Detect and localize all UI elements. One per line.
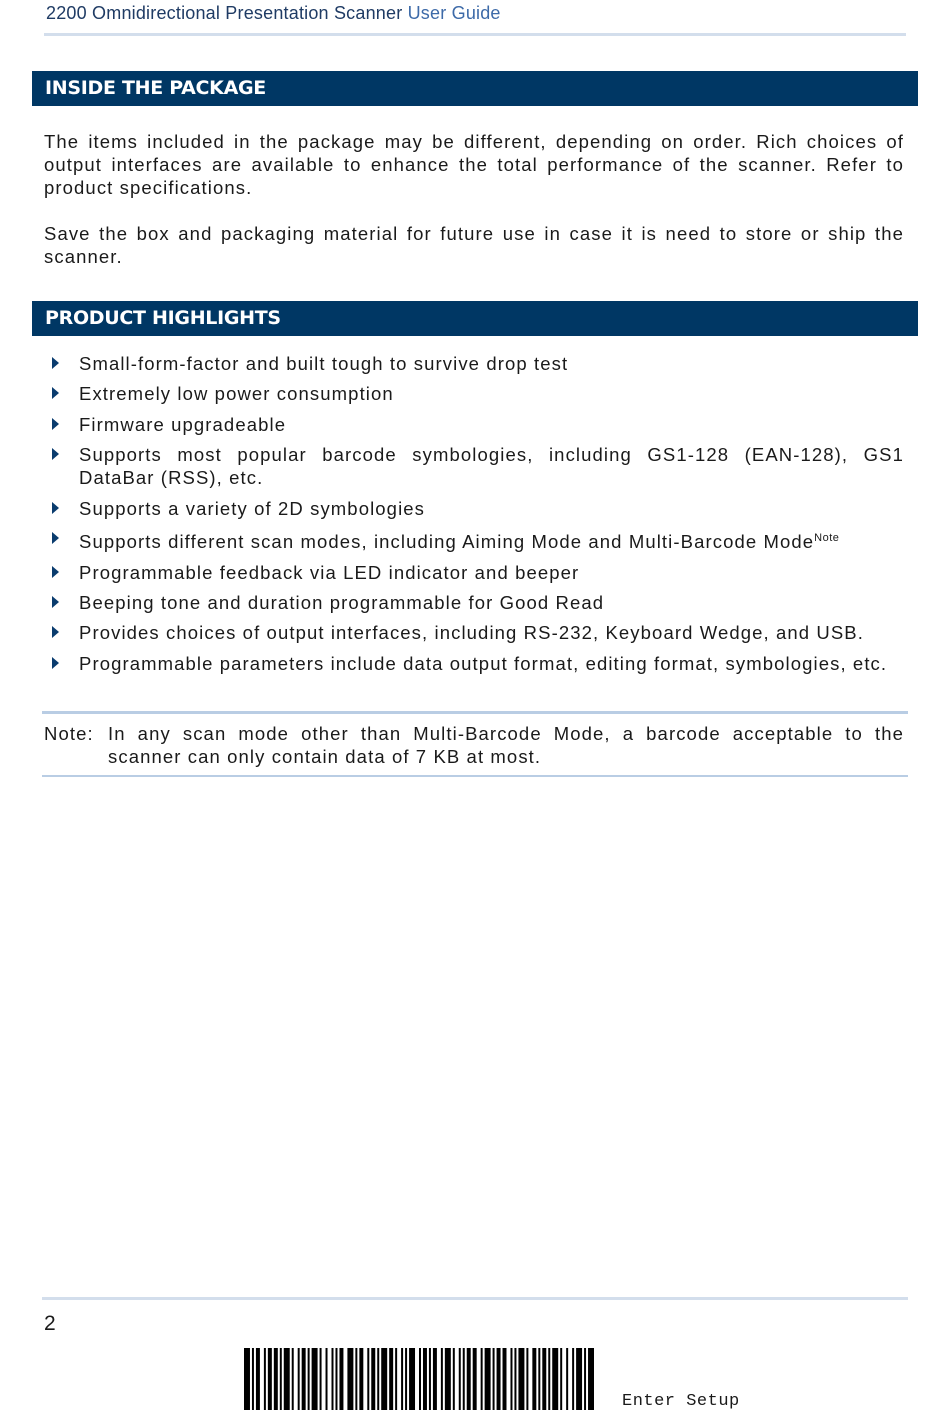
barcode-bar <box>481 1348 483 1410</box>
list-item <box>52 382 904 405</box>
package-paragraph-2: Save the box and packaging material for future use in case it is need to store or ship the scanner. <box>44 223 904 267</box>
barcode-bar <box>459 1348 461 1410</box>
barcode-bar <box>441 1348 443 1410</box>
list-item <box>52 652 904 675</box>
barcode-bar <box>401 1348 403 1410</box>
list-item <box>52 621 904 644</box>
barcode-bar <box>381 1348 387 1410</box>
barcode-bar <box>274 1348 278 1410</box>
setup-barcode <box>244 1348 596 1410</box>
caret-right-icon <box>52 626 59 638</box>
barcode-bar <box>298 1348 300 1410</box>
barcode-bar <box>526 1348 528 1410</box>
list-item-text: Provides choices of output interfaces, including RS-232, Keyboard Wedge, and USB. <box>79 622 864 644</box>
barcode-bar <box>264 1348 266 1410</box>
barcode-bar <box>312 1348 318 1410</box>
header-title: 2200 Omnidirectional Presentation Scanner <box>46 3 403 23</box>
barcode-bar <box>584 1348 586 1410</box>
barcode-bar <box>395 1348 397 1410</box>
list-item-text: Supports a variety of 2D symbologies <box>79 497 426 519</box>
barcode-bar <box>503 1348 507 1410</box>
list-item-text: Programmable feedback via LED indicator and beeper <box>79 561 580 583</box>
note-reference: Note <box>814 531 840 544</box>
barcode-bar <box>320 1348 322 1410</box>
barcode-bar <box>473 1348 477 1410</box>
barcode-bar <box>292 1348 294 1410</box>
caret-right-icon <box>52 387 59 399</box>
barcode-bar <box>433 1348 437 1410</box>
barcode-bar <box>514 1348 516 1410</box>
barcode-bar <box>463 1348 465 1410</box>
barcode-bar <box>405 1348 407 1410</box>
list-item <box>52 352 904 375</box>
barcode-bar <box>335 1348 337 1410</box>
header-rule <box>44 33 906 36</box>
barcode-bar <box>332 1348 334 1410</box>
list-item <box>52 527 904 553</box>
header-guide-label: User Guide <box>407 3 501 23</box>
barcode-bar <box>367 1348 369 1410</box>
barcode-bar <box>453 1348 455 1410</box>
barcode-bar <box>409 1348 415 1410</box>
note-label: Note: <box>44 723 94 744</box>
barcode-bar <box>280 1348 282 1410</box>
barcode-bar <box>252 1348 254 1410</box>
note-text: In any scan mode other than Multi-Barcode Mode, a barcode acceptable to the scanner can only contain data of 7 KB at most. <box>108 723 904 767</box>
section-heading-package: INSIDE THE PACKAGE <box>32 71 918 106</box>
barcode-bar <box>538 1348 540 1410</box>
barcode-bar <box>576 1348 582 1410</box>
list-item <box>52 413 904 436</box>
barcode-bar <box>497 1348 501 1410</box>
barcode-bar <box>326 1348 328 1410</box>
barcode-bar <box>548 1348 550 1410</box>
running-header <box>46 3 501 24</box>
highlights-list <box>52 352 904 682</box>
barcode-bar <box>308 1348 310 1410</box>
package-paragraph-1: The items included in the package may be different, depending on order. Rich choices of output interfaces are available to enhance the total performance of the scanner. Refer to product specifications. <box>44 131 904 198</box>
barcode-bar <box>302 1348 306 1410</box>
barcode-bar <box>423 1348 427 1410</box>
barcode-bar <box>284 1348 290 1410</box>
list-item-text: Supports different scan modes, including Aiming Mode and Multi-Barcode Mode <box>79 531 815 553</box>
barcode-bar <box>552 1348 558 1410</box>
footer-rule <box>42 1297 908 1300</box>
barcode-bar <box>467 1348 471 1410</box>
barcode-bar <box>510 1348 512 1410</box>
page-number: 2 <box>44 1312 56 1335</box>
list-item <box>52 561 904 584</box>
list-item-text: Supports most popular barcode symbologies, including GS1-128 (EAN-128), GS1 DataBar (RSS), etc. <box>79 444 904 489</box>
list-item <box>52 497 904 520</box>
barcode-bar <box>493 1348 495 1410</box>
barcode-bar <box>256 1348 260 1410</box>
barcode-bar <box>377 1348 379 1410</box>
barcode-bar <box>389 1348 393 1410</box>
barcode-bar <box>419 1348 421 1410</box>
barcode-bar <box>588 1348 594 1410</box>
section-heading-highlights: PRODUCT HIGHLIGHTS <box>32 301 918 336</box>
barcode-bar <box>268 1348 272 1410</box>
list-item-text: Extremely low power consumption <box>79 383 394 405</box>
barcode-bar <box>371 1348 375 1410</box>
caret-right-icon <box>52 502 59 514</box>
barcode-bar <box>347 1348 353 1410</box>
caret-right-icon <box>52 357 59 369</box>
list-item-text: Firmware upgradeable <box>79 413 287 435</box>
barcode-bar <box>532 1348 536 1410</box>
note-box <box>44 722 904 768</box>
barcode-bar <box>572 1348 574 1410</box>
list-item <box>52 443 904 489</box>
barcode-caption: Enter Setup <box>622 1392 740 1411</box>
barcode-bar <box>339 1348 343 1410</box>
list-item-text: Small-form-factor and built tough to survive drop test <box>79 353 569 374</box>
list-item-text: Programmable parameters include data output format, editing format, symbologies, etc. <box>79 652 888 674</box>
list-item-text: Beeping tone and duration programmable for Good Read <box>79 591 605 613</box>
barcode-bar <box>355 1348 357 1410</box>
barcode-bar <box>429 1348 431 1410</box>
barcode-bar <box>566 1348 568 1410</box>
caret-right-icon <box>52 418 59 430</box>
caret-right-icon <box>52 448 59 460</box>
barcode-bar <box>485 1348 491 1410</box>
note-rule-bottom <box>42 775 908 777</box>
barcode-bar <box>244 1348 250 1410</box>
note-rule-top <box>42 711 908 714</box>
barcode-bar <box>518 1348 524 1410</box>
barcode-bar <box>445 1348 451 1410</box>
barcode-bar <box>359 1348 363 1410</box>
caret-right-icon <box>52 657 59 669</box>
caret-right-icon <box>52 596 59 608</box>
caret-right-icon <box>52 532 59 544</box>
caret-right-icon <box>52 566 59 578</box>
list-item <box>52 591 904 614</box>
barcode-bar <box>560 1348 562 1410</box>
barcode-bar <box>542 1348 546 1410</box>
